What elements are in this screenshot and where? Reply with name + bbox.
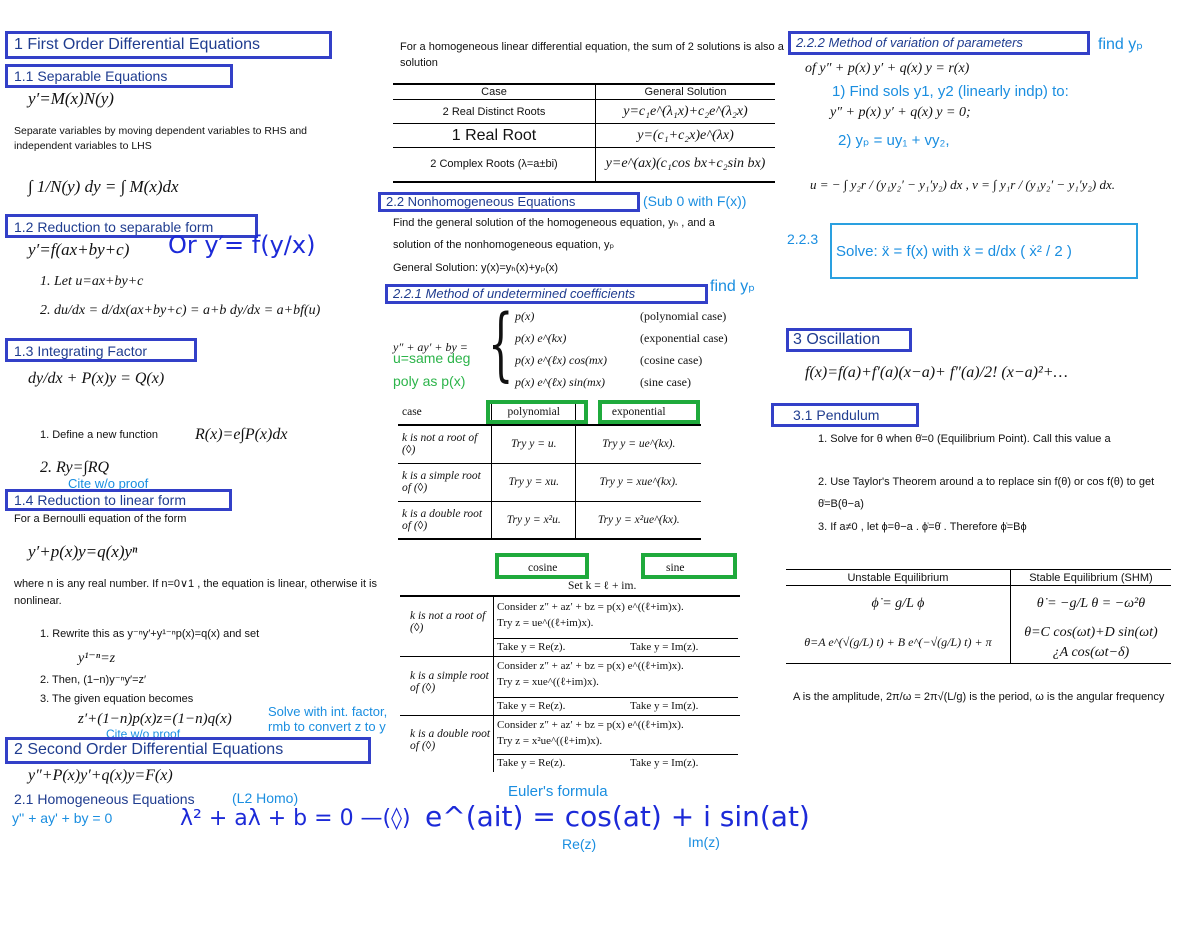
- table-cell: Try z = x²ue^((ℓ+im)x).: [497, 735, 603, 747]
- im-label: Im(z): [688, 834, 720, 850]
- table-cell: Take y = Im(z).: [630, 641, 699, 653]
- nonhomog-text-1: Find the general solution of the homogeneous equation, yₕ , and a: [393, 217, 715, 229]
- rhs-lhs: y″ + ay′ + by =: [393, 340, 468, 354]
- pendulum-step-1: 1. Solve for θ when θ̇=0 (Equilibrium Point). Call this value a: [818, 433, 1111, 445]
- equation-bernoulli: y′+p(x)y=q(x)yⁿ: [28, 542, 138, 561]
- table-cell: 2 Real Distinct Roots: [442, 105, 546, 118]
- table-cell: Try y = x²ue^(kx).: [576, 501, 701, 539]
- euler-formula: e^(ait) = cos(at) + i sin(at): [425, 800, 810, 833]
- table-header: General Solution: [596, 84, 776, 100]
- equation-integral: ∫ 1/N(y) dy = ∫ M(x)dx: [28, 177, 179, 196]
- table-cell: Try y = x²u.: [492, 501, 576, 539]
- nonhomog-text-2: solution of the nonhomogeneous equation, yₚ: [393, 239, 615, 251]
- table-rule: [493, 754, 738, 755]
- subsection-heading-2-2-3: 2.2.3: [787, 231, 819, 247]
- note-l2-homo: (L2 Homo): [232, 790, 299, 806]
- bernoulli-step-2: 2. Then, (1−n)y⁻ⁿy′=z′: [40, 674, 147, 686]
- taylor-formula: f(x)=f(a)+f′(a)(x−a)+ f″(a)/2! (x−a)²+…: [805, 364, 1068, 381]
- handwritten-characteristic: λ² + aλ + b = 0 —(◊): [180, 806, 411, 831]
- table-cell: Take y = Re(z).: [497, 641, 566, 653]
- homogeneous-text: For a homogeneous linear differential equation, the sum of 2 solutions is also a solution: [400, 41, 784, 69]
- subsection-heading-1-2: 1.2 Reduction to separable form: [14, 219, 214, 235]
- cosine-header: cosine: [528, 562, 558, 574]
- table-cell: Try y = ue^(kx).: [576, 425, 701, 463]
- note-poly: poly as p(x): [393, 373, 466, 389]
- table-cell: k is not a root of (◊): [410, 610, 486, 634]
- note-cite: Cite w/o proof: [106, 727, 181, 741]
- highlight-box: [495, 553, 589, 579]
- table-cell: Consider z″ + az′ + bz = p(x) e^((ℓ+im)x).: [497, 660, 684, 672]
- table-header: exponential: [576, 400, 701, 425]
- table-cell: Take y = Im(z).: [630, 757, 699, 769]
- brace: {: [488, 299, 514, 391]
- subsection-heading-1-4: 1.4 Reduction to linear form: [14, 492, 186, 508]
- subsection-heading-2-2-2: 2.2.2 Method of variation of parameters: [796, 35, 1023, 50]
- highlight-box: [486, 400, 588, 424]
- rhs-cases: p(x) p(x) e^(kx) p(x) e^(ℓx) cos(mx) p(x) e^(ℓx) sin(mx): [515, 309, 608, 389]
- note-int-factor: Solve with int. factor,: [268, 704, 388, 719]
- table-cell: Try z = ue^((ℓ+im)x).: [497, 617, 594, 629]
- table-cell: k is a double root of (◊): [410, 728, 491, 752]
- table-cell: ϕ̇ = g/L ϕ: [871, 595, 925, 611]
- solve-text: Solve: ẍ = f(x) with ẍ = d/dx ( ẋ² / 2 ): [836, 243, 1072, 260]
- pendulum-step-3: 3. If a≠0 , let ϕ=θ−a . ϕ̇=θ̇ . Therefore ϕ̇=Bϕ: [818, 521, 1027, 533]
- table-cell: 1 Real Root: [451, 126, 537, 144]
- bernoulli-step-1: 1. Rewrite this as y⁻ⁿy′+y¹⁻ⁿp(x)=q(x) and set: [40, 628, 260, 640]
- table-cell: k is not a root of (◊): [402, 432, 478, 457]
- homogeneous-table: [393, 83, 775, 183]
- bernoulli-where: where n is any real number. If n=0∨1 , the equation is linear, otherwise it is nonlinear.: [14, 578, 377, 607]
- vp-step-2: 2) yₚ = uy₁ + vy₂,: [838, 132, 950, 149]
- vp-step-1-equation: y″ + p(x) y′ + q(x) y = 0;: [830, 105, 971, 120]
- vp-uv-formula: u = − ∫ y₂r / (y₁y₂′ − y₁′y₂) dx , v = ∫ y₁r / (y₁y₂′ − y₁′y₂) dx.: [810, 177, 1115, 192]
- equation-second-order: y″+P(x)y′+q(x)y=F(x): [28, 767, 173, 784]
- table-cell: Take y = Im(z).: [630, 700, 699, 712]
- table-cell: Consider z″ + az′ + bz = p(x) e^((ℓ+im)x).: [497, 719, 684, 731]
- reduction-step-1: 1. Let u=ax+by+c: [40, 274, 144, 289]
- table-header: Stable Equilibrium (SHM): [1010, 570, 1171, 586]
- table-rule: [493, 597, 494, 772]
- note-convert: rmb to convert z to y: [268, 719, 386, 734]
- table-header: Unstable Equilibrium: [847, 571, 949, 584]
- note-find-yp: find yₚ: [1098, 36, 1144, 53]
- subsection-heading-2-2: 2.2 Nonhomogeneous Equations: [386, 194, 576, 209]
- table-cell: θ=A e^(√(g/L) t) + B e^(−√(g/L) t) + π: [804, 634, 992, 649]
- pendulum-step-2: 2. Use Taylor's Theorem around a to replace sin f(θ) or cos f(θ) to get θ̇=B(θ−a): [818, 476, 1155, 510]
- section-heading-1: 1 First Order Differential Equations: [14, 36, 261, 53]
- reduction-step-2: 2. du/dx = d/dx(ax+by+c) = a+b dy/dx = a+bf(u): [40, 303, 321, 318]
- table-rule: [493, 638, 738, 639]
- table-cell: k is a double root of (◊): [402, 507, 483, 532]
- table-rule: [400, 656, 740, 657]
- table-cell: k is a simple root of (◊): [410, 670, 489, 694]
- note-same-degree: u=same deg: [393, 350, 471, 366]
- vp-step-1: 1) Find sols y1, y2 (linearly indp) to:: [832, 83, 1069, 100]
- table-cell: Try y = xu.: [492, 463, 576, 501]
- equation-separable: y′=M(x)N(y): [28, 89, 114, 108]
- amplitude-text: A is the amplitude, 2π/ω = 2π√(L/g) is the period, ω is the angular frequency: [793, 691, 1165, 703]
- table-cell: y=c₁e^(λ₁x)+c₂e^(λ₂x): [596, 100, 776, 124]
- bernoulli-step-3: 3. The given equation becomes: [40, 693, 194, 705]
- set-k: Set k = ℓ + im.: [568, 580, 637, 592]
- table-cell: θ̇ = −g/L θ = −ω²θ: [1010, 586, 1171, 622]
- rhs-case-labels: (polynomial case) (exponential case) (cosine case) (sine case): [640, 309, 728, 389]
- table-rule: [400, 595, 740, 597]
- table-header: case: [402, 406, 422, 418]
- table-cell: θ=C cos(ωt)+D sin(ωt): [1010, 622, 1171, 644]
- general-solution-text: General Solution: y(x)=yₕ(x)+yₚ(x): [393, 262, 559, 274]
- if-step-1-equation: R(x)=e∫P(x)dx: [195, 426, 288, 443]
- subsection-heading-2-2-1: 2.2.1 Method of undetermined coefficients: [393, 286, 636, 301]
- table-header: Case: [481, 86, 507, 98]
- equilibrium-table: [786, 569, 1171, 664]
- bernoulli-step-1b: y¹⁻ⁿ=z: [78, 651, 116, 666]
- euler-label: Euler's formula: [508, 783, 608, 800]
- section-heading-3: 3 Oscillation: [793, 331, 881, 348]
- note-find-yp: find yₚ: [710, 278, 756, 295]
- handwritten-ode: y'' + ay' + by = 0: [12, 810, 113, 826]
- vp-of-equation: of y″ + p(x) y′ + q(x) y = r(x): [805, 61, 970, 76]
- table-cell: Consider z″ + az′ + bz = p(x) e^((ℓ+im)x).: [497, 601, 684, 613]
- table-cell: Try y = u.: [492, 425, 576, 463]
- table-cell: k is a simple root of (◊): [402, 470, 481, 494]
- table-cell: 2 Complex Roots (λ=a±bi): [430, 158, 558, 171]
- highlight-box: [598, 400, 700, 424]
- bernoulli-step-3-equation: z′+(1−n)p(x)z=(1−n)q(x): [78, 711, 232, 727]
- table-cell: y=e^(ax)(c₁cos bx+c₂sin bx): [596, 148, 776, 182]
- handwritten-or-note: Or y′= f(y/x): [168, 231, 316, 259]
- table-cell: y=(c₁+c₂x)e^(λx): [596, 124, 776, 148]
- subsection-heading-1-1: 1.1 Separable Equations: [14, 68, 168, 84]
- table-cell: Take y = Re(z).: [497, 757, 566, 769]
- table-rule: [400, 715, 740, 716]
- cite-note: Cite w/o proof: [68, 476, 149, 491]
- table-cell: Try z = xue^((ℓ+im)x).: [497, 676, 599, 688]
- table-cell: Take y = Re(z).: [497, 700, 566, 712]
- subsection-heading-3-1: 3.1 Pendulum: [793, 407, 880, 423]
- subsection-heading-2-1: 2.1 Homogeneous Equations: [14, 791, 195, 807]
- table-cell: ¿A cos(ωt−δ): [1010, 644, 1171, 664]
- equation-reduction: y′=f(ax+by+c): [28, 240, 130, 259]
- section-heading-2: 2 Second Order Differential Equations: [14, 741, 284, 758]
- subsection-heading-1-3: 1.3 Integrating Factor: [14, 343, 148, 359]
- equation-integrating-factor: dy/dx + P(x)y = Q(x): [28, 370, 165, 387]
- table-header: polynomial: [492, 400, 576, 425]
- table-cell: Try y = xue^(kx).: [576, 463, 701, 501]
- if-step-1: 1. Define a new function: [40, 429, 159, 441]
- sine-header: sine: [666, 562, 685, 574]
- re-label: Re(z): [562, 836, 597, 852]
- if-step-2: 2. Ry=∫RQ: [40, 459, 110, 476]
- bernoulli-text: For a Bernoulli equation of the form: [14, 513, 187, 525]
- highlight-box: [641, 553, 737, 579]
- table-rule: [493, 697, 738, 698]
- note-sub-0: (Sub 0 with F(x)): [643, 193, 747, 209]
- separable-description: Separate variables by moving dependent variables to RHS and independent variables to LHS: [14, 125, 308, 152]
